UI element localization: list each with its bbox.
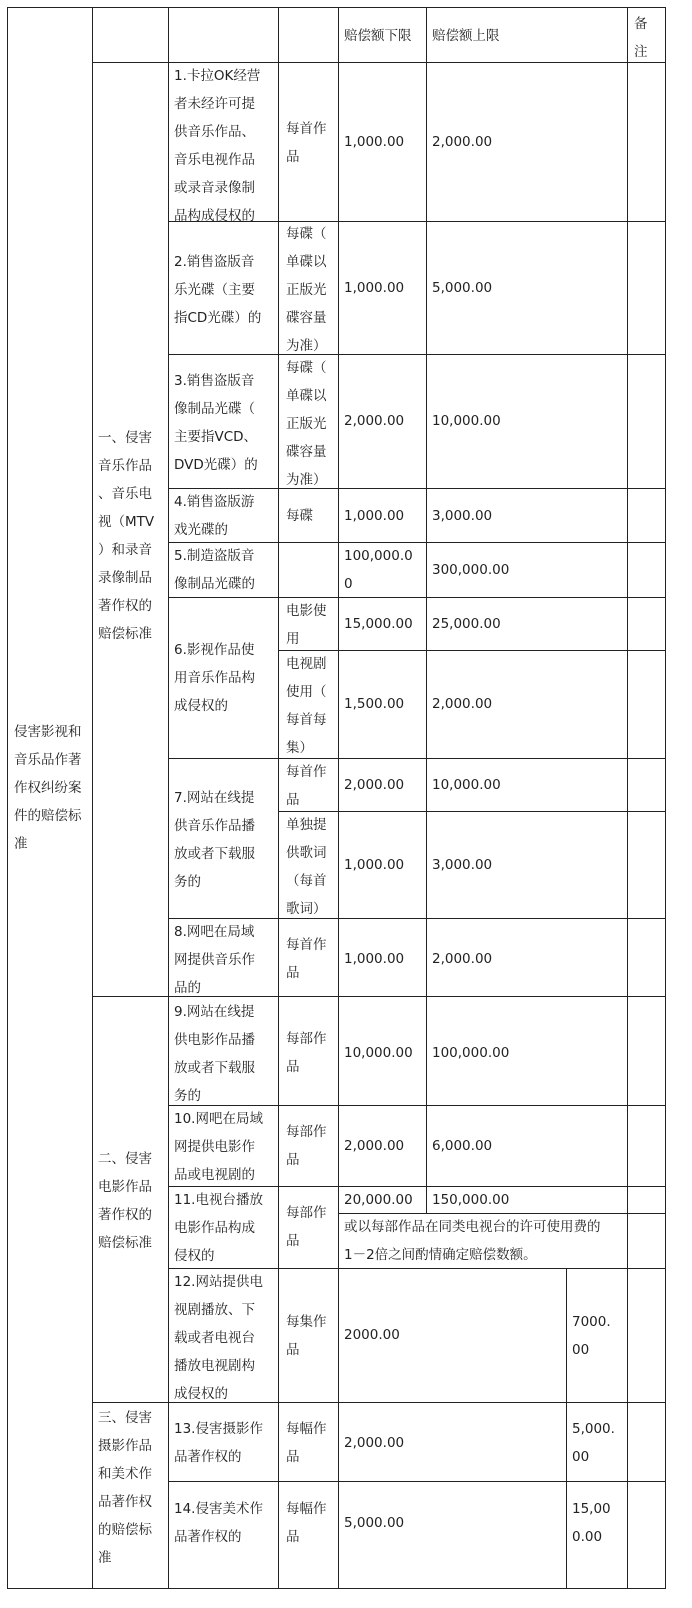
section-title-film: 二、侵害 电影作品 著作权的 赔偿标准 xyxy=(98,1151,152,1251)
upper-row-11: 150,000.00 xyxy=(432,1192,510,1208)
item-13: 13.侵害摄影作 品著作权的 xyxy=(174,1421,263,1465)
upper-row-12: 7000. 00 xyxy=(572,1314,611,1358)
upper-row-2: 5,000.00 xyxy=(432,280,493,296)
grid-line xyxy=(665,7,666,1589)
lower-row-6a: 15,000.00 xyxy=(344,616,413,632)
grid-line xyxy=(627,7,628,1269)
upper-row-4: 3,000.00 xyxy=(432,508,493,524)
unit-row-10: 每部作 品 xyxy=(286,1124,327,1168)
unit-row-12: 每集作 品 xyxy=(286,1314,327,1358)
item-6: 6.影视作品使 用音乐作品构 成侵权的 xyxy=(174,642,255,714)
grid-line xyxy=(168,1481,666,1482)
upper-row-7b: 3,000.00 xyxy=(432,857,493,873)
unit-row-11: 每部作 品 xyxy=(286,1205,327,1249)
item-8: 8.网吧在局域 网提供音乐作 品的 xyxy=(174,924,255,996)
item-9: 9.网站在线提 供电影作品播 放或者下载服 务的 xyxy=(174,1004,255,1104)
item-1: 1.卡拉OK经营 者未经许可提 供音乐作品、 音乐电视作品 或录音录像制 品构成侵权的 xyxy=(174,68,261,224)
unit-row-2: 每碟（ 单碟以 正版光 碟容量 为准） xyxy=(286,226,327,354)
upper-row-6a: 25,000.00 xyxy=(432,616,501,632)
lower-row-12: 2000.00 xyxy=(344,1327,400,1343)
grid-line xyxy=(278,650,666,651)
grid-line xyxy=(627,1268,628,1589)
grid-line xyxy=(566,1268,567,1589)
lower-row-8: 1,000.00 xyxy=(344,951,405,967)
lower-row-2: 1,000.00 xyxy=(344,280,405,296)
header-lower-limit: 赔偿额下限 xyxy=(344,28,412,44)
lower-row-14: 5,000.00 xyxy=(344,1515,405,1531)
item-14: 14.侵害美术作 品著作权的 xyxy=(174,1501,263,1545)
grid-line xyxy=(7,7,666,8)
unit-row-3: 每碟（ 单碟以 正版光 碟容量 为准） xyxy=(286,360,327,488)
item-10: 10.网吧在局域 网提供电影作 品或电视剧的 xyxy=(174,1111,263,1183)
grid-line xyxy=(168,354,666,355)
lower-row-4: 1,000.00 xyxy=(344,508,405,524)
upper-row-7a: 10,000.00 xyxy=(432,777,501,793)
unit-row-8: 每首作 品 xyxy=(286,937,327,981)
upper-row-3: 10,000.00 xyxy=(432,413,501,429)
upper-row-14: 15,00 0.00 xyxy=(572,1501,611,1545)
lower-row-7a: 2,000.00 xyxy=(344,777,405,793)
header-remark: 备 注 xyxy=(634,16,648,60)
unit-row-7a: 每首作 品 xyxy=(286,764,327,808)
grid-line xyxy=(7,7,8,1589)
lower-row-9: 10,000.00 xyxy=(344,1045,413,1061)
grid-line xyxy=(278,7,279,1589)
upper-row-1: 2,000.00 xyxy=(432,134,493,150)
grid-line xyxy=(278,811,666,812)
note-row-11: 或以每部作品在同类电视台的许可使用费的 1－2倍之间酌情确定赔偿数额。 xyxy=(344,1219,601,1263)
grid-line xyxy=(7,1588,666,1589)
lower-row-11: 20,000.00 xyxy=(344,1192,413,1208)
upper-row-8: 2,000.00 xyxy=(432,951,493,967)
item-5: 5.制造盗版音 像制品光碟的 xyxy=(174,548,255,592)
section-title-photo-art: 三、侵害 摄影作品 和美术作 品著作权 的赔偿标 准 xyxy=(98,1410,152,1566)
upper-row-10: 6,000.00 xyxy=(432,1138,493,1154)
unit-row-13: 每幅作 品 xyxy=(286,1421,327,1465)
item-7: 7.网站在线提 供音乐作品播 放或者下载服 务的 xyxy=(174,790,255,890)
lower-row-10: 2,000.00 xyxy=(344,1138,405,1154)
lower-row-7b: 1,000.00 xyxy=(344,857,405,873)
grid-line xyxy=(168,758,666,759)
upper-row-9: 100,000.00 xyxy=(432,1045,510,1061)
item-4: 4.销售盗版游 戏光碟的 xyxy=(174,494,255,538)
unit-row-6a: 电影使 用 xyxy=(286,603,327,647)
item-3: 3.销售盗版音 像制品光碟（ 主要指VCD、 DVD光碟）的 xyxy=(174,373,258,473)
grid-line xyxy=(92,7,93,1589)
unit-row-4: 每碟 xyxy=(286,508,313,524)
lower-row-13: 2,000.00 xyxy=(344,1435,405,1451)
lower-row-1: 1,000.00 xyxy=(344,134,405,150)
grid-line xyxy=(338,7,339,1589)
unit-row-9: 每部作 品 xyxy=(286,1031,327,1075)
item-11: 11.电视台播放 电影作品构成 侵权的 xyxy=(174,1192,263,1264)
grid-line xyxy=(426,7,427,1214)
upper-row-5: 300,000.00 xyxy=(432,562,510,578)
unit-row-6b: 电视剧 使用（ 每首每 集） xyxy=(286,656,327,756)
lower-row-5: 100,000.0 0 xyxy=(344,548,413,592)
header-upper-limit: 赔偿额上限 xyxy=(432,28,500,44)
item-12: 12.网站提供电 视剧播放、下 载或者电视台 播放电视剧构 成侵权的 xyxy=(174,1274,263,1402)
unit-row-7b: 单独提 供歌词 （每首 歌词） xyxy=(286,817,327,917)
lower-row-6b: 1,500.00 xyxy=(344,696,405,712)
unit-row-1: 每首作 品 xyxy=(286,121,327,165)
lower-row-3: 2,000.00 xyxy=(344,413,405,429)
grid-line xyxy=(168,7,169,1589)
upper-row-6b: 2,000.00 xyxy=(432,696,493,712)
unit-row-14: 每幅作 品 xyxy=(286,1501,327,1545)
upper-row-13: 5,000. 00 xyxy=(572,1421,615,1465)
item-2: 2.销售盗版音 乐光碟（主要 指CD光碟）的 xyxy=(174,254,262,326)
section-title-music: 一、侵害 音乐作品 、音乐电 视（MTV ）和录音 录像制品 著作权的 赔偿标准 xyxy=(98,430,155,642)
overall-category: 侵害影视和 音乐品作著 作权纠纷案 件的赔偿标 准 xyxy=(14,724,82,852)
